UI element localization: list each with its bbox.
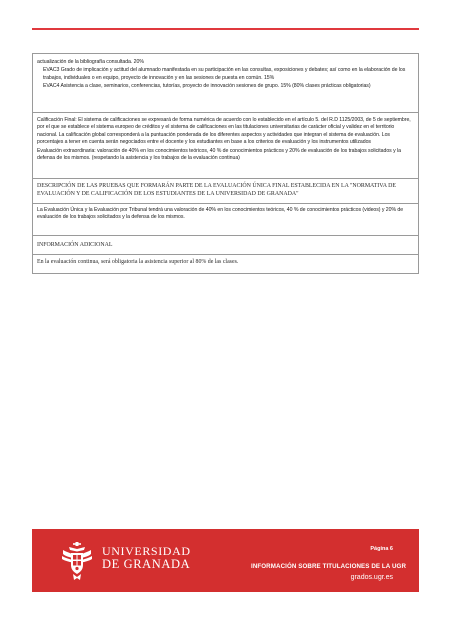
website-link[interactable]: grados.ugr.es bbox=[350, 574, 393, 581]
evaluacion-extraordinaria: Evaluación extraordinaria: valoración de 40% en los conocimientos teóricos, 40 % de conocimientos prácticos y 20% de evaluación de los trabajos solicitados y la defensa de los mismos. (respetando la asistencia y los trabajos de la evaluación continua) bbox=[37, 147, 401, 162]
informacion-adicional-body-cell bbox=[33, 254, 418, 273]
evaluacion-unica-body-cell bbox=[33, 203, 418, 235]
evaluation-table bbox=[32, 53, 419, 274]
calificacion-final: Calificación Final: El sistema de calificaciones se expresará de forma numérica de acuerdo con lo establecido en el artículo 5. del R.D 1125/2003, de 5 de septiembre, por el que se establece el sistema europeo de créditos y el sistema de calificaciones en las titulaciones universitarias de carácter oficial y validez en el territorio nacional. La calificación global corresponderá a la puntuación ponderada de los diferentes aspectos y actividades que integran el sistema de evaluación. Los porcentajes a tener en cuenta serán negociados entre el docente y los estudiantes en base a los criterios de evaluación y los instrumentos utilizados bbox=[37, 117, 411, 146]
criteria-evac3: EVAC3 Grado de implicación y actitud del alumnado manifestada en su participación en las consultas, exposiciones y debates; así como en la elaboración de los trabajos, individuales o en equipo, proyecto de innovación y en las sesiones de puesta en común. 15% bbox=[43, 67, 406, 81]
header-rule bbox=[32, 28, 419, 30]
informacion-adicional-heading: INFORMACIÓN ADICIONAL bbox=[37, 242, 113, 248]
evaluacion-unica-heading-cell bbox=[33, 178, 418, 203]
criteria-line: actualización de la bibliografía consultada. 20% bbox=[37, 59, 144, 65]
informacion-adicional-body: En la evaluación continua, será obligatoria la asistencia superior al 80% de las clases. bbox=[37, 259, 239, 265]
university-name bbox=[102, 545, 191, 571]
ugr-seal-logo bbox=[60, 541, 94, 581]
evaluacion-unica-heading: DESCRIPCIÓN DE LAS PRUEBAS QUE FORMARÁN PARTE DE LA EVALUACIÓN ÚNICA FINAL ESTABLECIDA EN LA "NORMATIVA DE EVALUACIÓN Y DE CALIFICACIÓN DE LOS ESTUDIANTES DE LA UNIVERSIDAD DE GRANADA" bbox=[37, 183, 396, 197]
footer-banner bbox=[32, 529, 419, 592]
calificacion-cell bbox=[33, 112, 418, 178]
university-line-2: DE GRANADA bbox=[102, 557, 191, 571]
university-line-1: UNIVERSIDAD bbox=[102, 544, 191, 558]
criteria-cell bbox=[33, 54, 418, 112]
informacion-adicional-heading-cell bbox=[33, 235, 418, 254]
criteria-evac4: EVAC4 Asistencia a clase, seminarios, conferencias, tutorías, proyecto de innovación sesiones de grupo. 15% (80% clases prácticas obligatorias) bbox=[43, 83, 371, 90]
page-number: Página 6 bbox=[370, 546, 393, 552]
info-title: INFORMACIÓN SOBRE TITULACIONES DE LA UGR bbox=[251, 563, 407, 570]
evaluacion-unica-body: La Evaluación Única y la Evaluación por Tribunal tendrá una valoración de 40% en los conocimientos teóricos, 40 % de conocimientos prácticos (videos) y 20% de evaluación de los trabajos solicitados y la defensa de los mismos. bbox=[37, 207, 404, 221]
